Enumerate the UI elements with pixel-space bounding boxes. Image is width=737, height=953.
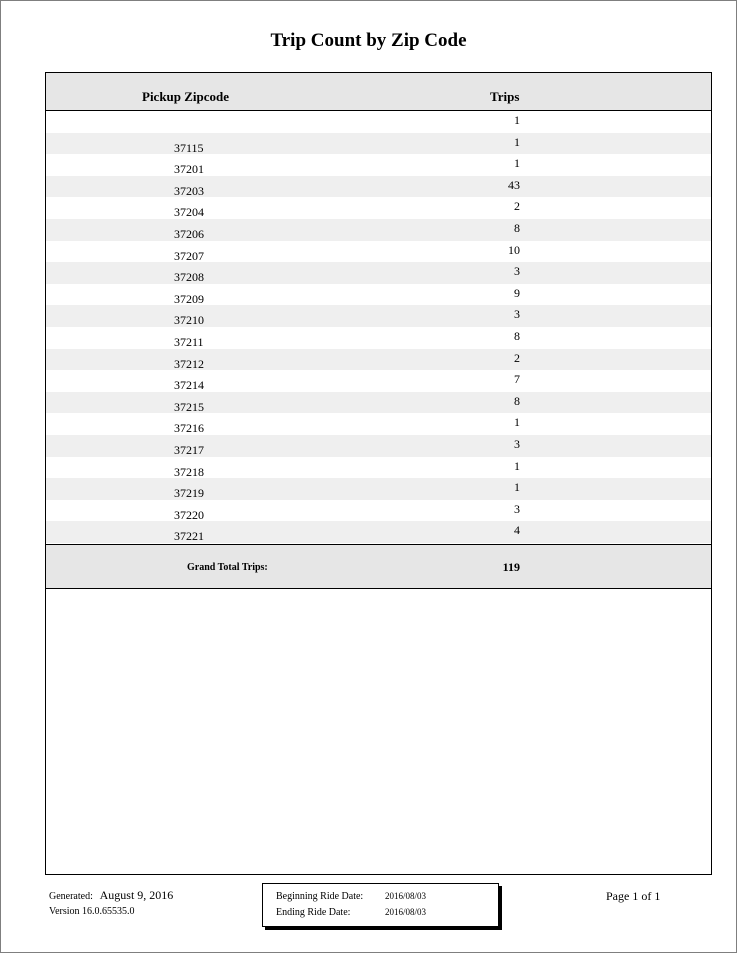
trips-cell: 1 xyxy=(514,134,520,149)
zipcode-cell: 37209 xyxy=(174,291,204,306)
ending-ride-date-value: 2016/08/03 xyxy=(385,907,427,917)
table-row xyxy=(46,435,711,457)
trips-cell: 1 xyxy=(514,113,520,127)
table-row xyxy=(46,327,711,349)
trips-cell: 2 xyxy=(514,350,520,365)
trips-cell: 2 xyxy=(514,199,520,214)
trips-cell: 8 xyxy=(514,220,520,235)
ride-date-box xyxy=(262,883,499,927)
trips-cell: 1 xyxy=(514,458,520,473)
version-text: Version 16.0.65535.0 xyxy=(49,906,135,917)
trips-cell: 7 xyxy=(514,372,520,387)
page-number: Page 1 of 1 xyxy=(606,889,661,903)
table-row xyxy=(46,111,711,133)
zipcode-cell: 37218 xyxy=(174,464,204,479)
zipcode-cell: 37206 xyxy=(174,226,204,241)
table-row xyxy=(46,262,711,284)
grand-total-value: 119 xyxy=(502,560,520,574)
trips-cell: 8 xyxy=(514,328,520,343)
table-row xyxy=(46,219,711,241)
trips-cell: 9 xyxy=(514,285,520,300)
zipcode-cell: 37221 xyxy=(174,529,204,544)
zipcode-cell: 37204 xyxy=(174,205,204,220)
column-header-zipcode: Pickup Zipcode xyxy=(142,89,230,104)
beginning-ride-date xyxy=(276,891,426,902)
table-row xyxy=(46,305,711,327)
zipcode-cell: 37208 xyxy=(174,270,204,285)
column-header-trips: Trips xyxy=(490,89,520,104)
beginning-ride-date-value: 2016/08/03 xyxy=(385,891,427,901)
table-row xyxy=(46,392,711,414)
table-row xyxy=(46,521,711,543)
zipcode-cell: 37214 xyxy=(174,378,204,393)
trips-cell: 1 xyxy=(514,156,520,171)
table-row xyxy=(46,133,711,155)
zipcode-cell: 37216 xyxy=(174,421,204,436)
table-row xyxy=(46,457,711,479)
table-row xyxy=(46,349,711,371)
footer-generated xyxy=(49,888,173,917)
trips-cell: 3 xyxy=(514,307,520,322)
trips-cell: 10 xyxy=(508,242,520,257)
zipcode-cell: 37210 xyxy=(174,313,204,328)
ending-ride-date xyxy=(276,907,426,918)
trips-cell: 43 xyxy=(508,177,520,192)
trips-cell: 8 xyxy=(514,393,520,408)
report-title: Trip Count by Zip Code xyxy=(270,30,467,51)
table-row xyxy=(46,478,711,500)
zipcode-cell: 37115 xyxy=(174,140,204,155)
generated-date: August 9, 2016 xyxy=(99,888,174,902)
trips-cell: 3 xyxy=(514,436,520,451)
zipcode-cell: 37215 xyxy=(174,399,204,414)
trips-cell: 1 xyxy=(514,415,520,430)
zipcode-cell: 37217 xyxy=(174,442,204,457)
table-row xyxy=(46,241,711,263)
table-row xyxy=(46,413,711,435)
table-row xyxy=(46,284,711,306)
zipcode-cell: 37212 xyxy=(174,356,204,371)
beginning-ride-date-label: Beginning Ride Date: xyxy=(276,891,364,902)
trips-cell: 3 xyxy=(514,264,520,279)
table-body xyxy=(46,111,711,543)
table-row xyxy=(46,154,711,176)
trips-cell: 3 xyxy=(514,501,520,516)
trips-cell: 1 xyxy=(514,480,520,495)
table-row xyxy=(46,500,711,522)
zipcode-cell: 37207 xyxy=(174,248,204,263)
report-table xyxy=(45,72,712,875)
trips-cell: 4 xyxy=(514,523,520,538)
table-row xyxy=(46,176,711,198)
table-row xyxy=(46,370,711,392)
zipcode-cell: 37203 xyxy=(174,183,204,198)
table-row xyxy=(46,197,711,219)
grand-total-row xyxy=(46,544,711,589)
table-header xyxy=(46,73,711,111)
grand-total-label: Grand Total Trips: xyxy=(187,562,268,573)
ending-ride-date-label: Ending Ride Date: xyxy=(276,907,351,918)
generated-label: Generated: xyxy=(49,891,93,902)
zipcode-cell: 37211 xyxy=(174,334,204,349)
zipcode-cell: 37201 xyxy=(174,162,204,177)
zipcode-cell: 37220 xyxy=(174,507,204,522)
zipcode-cell: 37219 xyxy=(174,486,204,501)
